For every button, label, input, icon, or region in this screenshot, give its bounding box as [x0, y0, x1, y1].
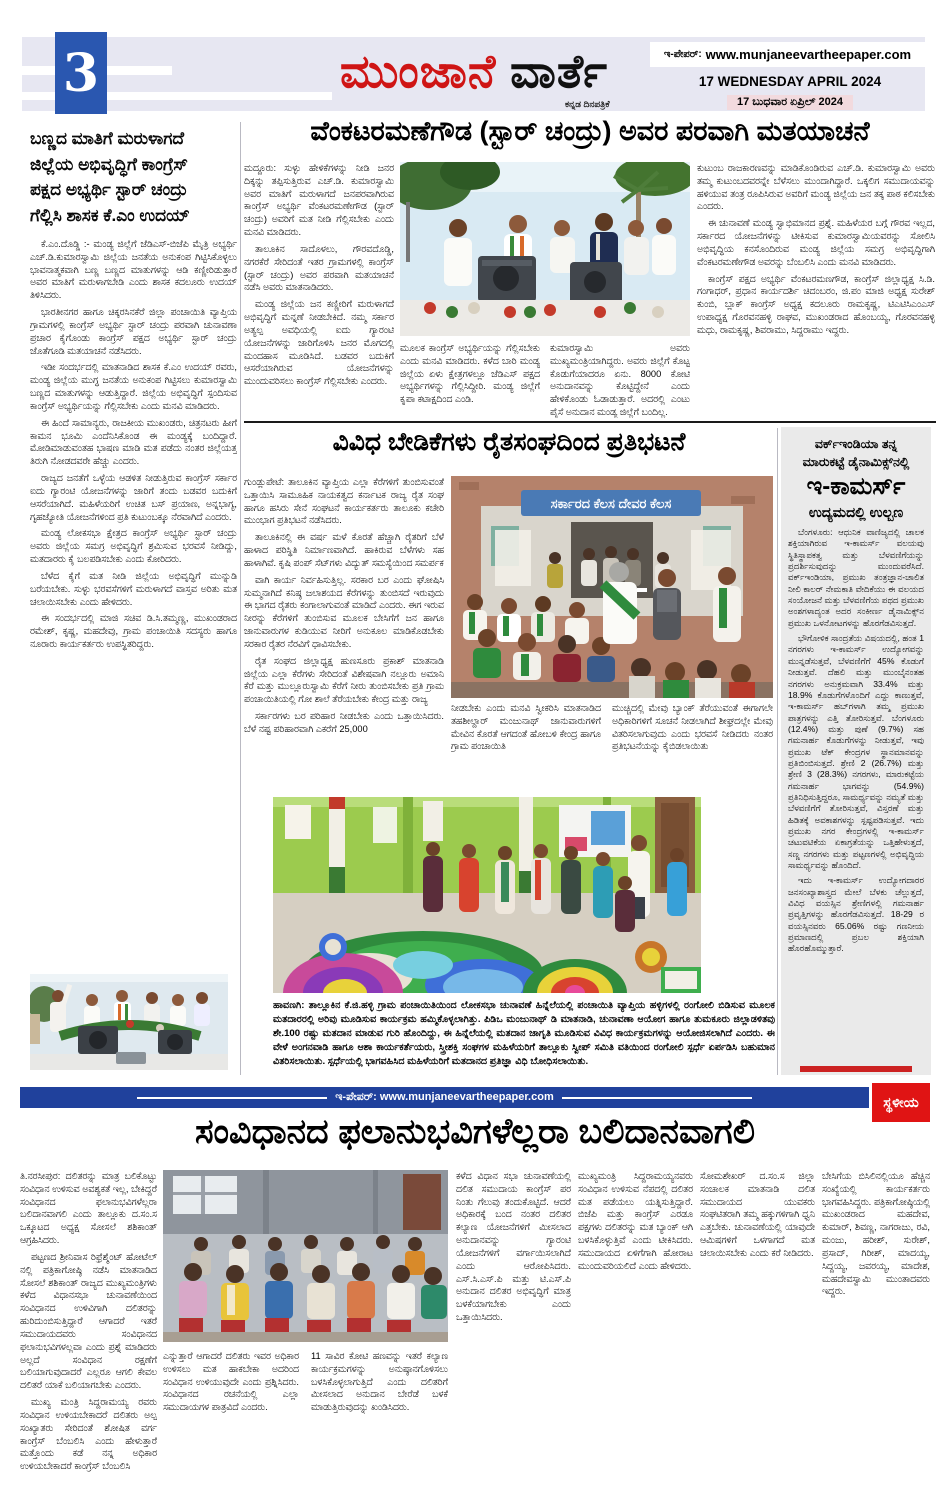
section-divider — [244, 421, 936, 423]
masthead-word-red: ಮುಂಜಾನೆ — [340, 45, 497, 97]
vertical-divider-right — [777, 428, 778, 1075]
masthead-title — [340, 45, 608, 97]
masthead-word-black: ವಾರ್ತೆ — [510, 45, 608, 97]
local-col4: ಕಳೆದ ವಿಧಾನ ಸಭಾ ಚುನಾವಣೆಯಲ್ಲಿ ದಲಿತ ಸಮುದಾಯ ಕಾಂಗ್ರೆಸ್ ಪರ ನಿಂತು ಗೆಲುವು ತಂದುಕೊಟ್ಟಿದೆ. ಆದರೆ ಅಧಿಕಾರಕ್ಕೆ ಬಂದ ನಂತರ ದಲಿತರ ಕಲ್ಯಾಣ ಯೋಜನೆಗಳಿಗೆ ಮೀಸಲಾದ ಅನುದಾನವನ್ನು ಗ್ಯಾರಂಟಿ ಯೋಜನೆಗಳಿಗೆ ವರ್ಗಾಯಿಸಲಾಗಿದೆ ಎಂದು ಆರೋಪಿಸಿದರು. ಎಸ್.ಸಿ.ಎಸ್.ಪಿ ಮತ್ತು ಟಿ.ಎಸ್.ಪಿ ಅನುದಾನ ದಲಿತರ ಅಭಿವೃದ್ಧಿಗೆ ಮಾತ್ರ ಬಳಕೆಯಾಗಬೇಕು ಎಂದು ಒತ್ತಾಯಿಸಿದರು. — [456, 1171, 571, 1323]
epaper-url-box — [650, 42, 925, 67]
local-website-link[interactable]: www.munjaneevartheepaper.com — [379, 1091, 554, 1103]
local-epaper-label: ಇ-ಪೇಪರ್: — [335, 1091, 377, 1103]
local-headline: ಸಂವಿಧಾನದ ಫಲಾನುಭವಿಗಳೆಲ್ಲರಾ ಬಲಿದಾನವಾಗಲಿ — [194, 1112, 756, 1151]
main-under-photo-right: ಕುಮಾರಸ್ವಾಮಿ ಅವರು ಮುಖ್ಯಮಂತ್ರಿಯಾಗಿದ್ದರು. ಅವರು ಜಿಲ್ಲೆಗೆ ಕೊಟ್ಟ ಕೊಡುಗೆಯಾದರೂ ಏನು. 8000 ಕೋಟಿ ಅನುದಾನವನ್ನು ಕೊಟ್ಟಿದ್ದೇನೆ ಎಂದು ಹೇಳಿಕೊಂಡು ಓಡಾಡುತ್ತಾರೆ. ಅದರಲ್ಲಿ ಎಂಟು ಪೈಸೆ ಅನುದಾನ ಮಂಡ್ಯ ಜಿಲ್ಲೆಗೆ ಬಂದಿಲ್ಲ. — [550, 343, 690, 418]
rangoli-awareness-photo — [273, 797, 701, 993]
epaper-label: ಇ-ಪೇಪರ್: — [663, 49, 702, 60]
page-number-box — [55, 32, 107, 114]
ecom-headline-big: ಇ-ಕಾಮರ್ಸ್ — [806, 473, 906, 501]
protest-headline: ವಿವಿಧ ಬೇಡಿಕೆಗಳು ರೈತಸಂಘದಿಂದ ಪ್ರತಿಭಟನೆ — [332, 428, 686, 456]
main-article-col-left: ಮದ್ದೂರು: ಸುಳ್ಳು ಹೇಳಿಕೆಗಳನ್ನು ನೀಡಿ ಜನರ ದಿಕ್ಕನ್ನು ತಪ್ಪಿಸುತ್ತಿರುವ ಎಚ್.ಡಿ. ಕುಮಾರಸ್ವಾಮಿ ಅವರ ಮಾತಿಗೆ ಮರುಳಾಗದೆ ಜನಪರವಾಗಿರುವ ಕಾಂಗ್ರೆಸ್ ಅಭ್ಯರ್ಥಿ ವೆಂಕಟರಮಣೇಗೌಡ (ಸ್ಟಾರ್ ಚಂದ್ರು) ಅವರಿಗೆ ಮತ ನೀಡಿ ಗೆಲ್ಲಿಸಬೇಕು ಎಂದು ಮನವಿ ಮಾಡಿದರು. ತಾಲೂಕಿನ ಸಾದೊಳಲು, ಗೌರವದೊಡ್ಡಿ, ನಗರಕೆರೆ ಸೇರಿದಂತೆ ಇತರ ಗ್ರಾಮಗಳಲ್ಲಿ ಕಾಂಗ್ರೆಸ್ (ಸ್ಟಾರ್ ಚಂದ್ರು) ಅವರ ಪರವಾಗಿ ಮತಯಾಚನೆ ನಡೆಸಿ ಅವರು ಮಾತನಾಡಿದರು. ಮಂಡ್ಯ ಜಿಲ್ಲೆಯ ಜನ ಕಣ್ಣೀರಿಗೆ ಮರುಳಾಗದೆ ಅಭಿವೃದ್ಧಿಗೆ ಮನ್ನಣೆ ನೀಡಬೇಕಿದೆ. ನಮ್ಮ ಸರ್ಕಾರ ಅತ್ಯಲ್ಪ ಅವಧಿಯಲ್ಲಿ ಐದು ಗ್ಯಾರಂಟಿ ಯೋಜನೆಗಳನ್ನು ಜಾರಿಗೊಳಿಸಿ ಜನರ ಮೊಗದಲ್ಲಿ ಮಂದಹಾಸ ಮೂಡಿಸಿದೆ. ಬಡವರ ಬದುಕಿಗೆ ಆಸರೆಯಾಗಿರುವ ಯೋಜನೆಗಳನ್ನು ಮುಂದುವರಿಸಲು ಕಾಂಗ್ರೆಸ್ ಗೆಲ್ಲಿಸಬೇಕು ಎಂದರು. — [244, 163, 394, 387]
local-col7: ಬೇಸಿಗೆಯ ಬಿಸಿಲಿನಲ್ಲಿಯೂ ಹೆಚ್ಚಿನ ಸಂಖ್ಯೆಯಲ್ಲಿ ಕಾರ್ಯಕರ್ತರು ಭಾಗವಹಿಸಿದ್ದರು. ಪತ್ರಿಕಾಗೋಷ್ಠಿಯಲ್ಲಿ ಮುಖಂಡರಾದ ಮಹದೇವ, ಕುಮಾರ್, ಶಿವಣ್ಣ, ನಾಗರಾಜು, ರವಿ, ಮಂಜು, ಹರೀಶ್, ಸುರೇಶ್, ಪ್ರಸಾದ್, ಗಿರೀಶ್, ಮಾದಯ್ಯ, ಸಿದ್ದಯ್ಯ, ಜವರಯ್ಯ, ಮಾದೇಶ, ಮಹದೇವಸ್ವಾಮಿ ಮುಂತಾದವರು ಇದ್ದರು. — [822, 1171, 930, 1297]
ecom-headline-line1: ವರ್ಕ್‌ಇಂಡಿಯಾ ತನ್ನ — [814, 437, 898, 451]
main-article-col-right: ಕುಟುಂಬ ರಾಜಕಾರಣವನ್ನು ಮಾಡಿಕೊಂಡಿರುವ ಎಚ್.ಡಿ. ಕುಮಾರಸ್ವಾಮಿ ಅವರು ತಮ್ಮ ಕುಟುಂಬದವರನ್ನೇ ಬೆಳೆಸಲು ಮುಂದಾಗಿದ್ದಾರೆ. ಒಕ್ಕಲಿಗ ಸಮುದಾಯವನ್ನು ಹಳಿಯುವ ತಂತ್ರ ರೂಪಿಸಿರುವ ಅವರಿಗೆ ಮಂಡ್ಯ ಜಿಲ್ಲೆಯ ಜನ ತಕ್ಕ ಪಾಠ ಕಲಿಸಬೇಕು ಎಂದರು. ಈ ಚುನಾವಣೆ ಮಂಡ್ಯ ಸ್ವಾಭಿಮಾನದ ಪ್ರಶ್ನೆ. ಮಹಿಳೆಯರ ಬಗ್ಗೆ ಗೌರವ ಇಲ್ಲದ, ಸರ್ಕಾರದ ಯೋಜನೆಗಳನ್ನು ಟೀಕಿಸುವ ಕುಮಾರಸ್ವಾಮಿಯವರನ್ನು ಸೋಲಿಸಿ ಅಭಿವೃದ್ಧಿಯ ಕನಸೊಂದಿರುವ ಮಂಡ್ಯ ಜಿಲ್ಲೆಯ ಸಮಗ್ರ ಅಭಿವೃದ್ಧಿಗಾಗಿ ವೆಂಕಟರಮಣೇಗೌಡ ಅವರನ್ನು ಬೆಂಬಲಿಸಿ ಎಂದು ಮನವಿ ಮಾಡಿದರು. ಕಾಂಗ್ರೆಸ್ ಪಕ್ಷದ ಅಭ್ಯರ್ಥಿ ವೆಂಕಟರಮಣಗೌಡ, ಕಾಂಗ್ರೆಸ್ ಜಿಲ್ಲಾಧ್ಯಕ್ಷ ಸಿ.ಡಿ. ಗಂಗಾಧರ್, ಪ್ರಧಾನ ಕಾರ್ಯದರ್ಶಿ ಚಿದಂಬರಂ, ಜಿ.ಪಂ ಮಾಜಿ ಅಧ್ಯಕ್ಷ ಸುರೇಶ್ ಕುಂಬಿ, ಬ್ಲಾಕ್ ಕಾಂಗ್ರೆಸ್ ಅಧ್ಯಕ್ಷ ಕದಲೂರು ರಾಮಕೃಷ್ಣ, ಟಿಎಟಿಸಿಎಂಎಸ್ ಉಪಾಧ್ಯಕ್ಷ ಗೊರವನಹಳ್ಳಿ ರಾಘವ, ಮುಖಂಡರಾದ ಹೊಂಬಯ್ಯ, ಗೊರವನಹಳ್ಳಿ ಮಧು, ರಾಮಕೃಷ್ಣ, ಶಿವರಾಮು, ಸಿದ್ದರಾಮು ಇದ್ದರು. — [697, 163, 935, 335]
left-headline-line2: ಜಿಲ್ಲೆಯ ಅಭಿವೃದ್ಧಿಗೆ ಕಾಂಗ್ರೆಸ್ — [30, 154, 188, 174]
vertical-divider-left — [240, 122, 241, 1075]
left-headline-line4: ಗೆಲ್ಲಿಸಿ ಶಾಸಕ ಕೆ.ಎಂ ಉದಯ್ — [30, 205, 190, 225]
ecom-bottom-red-bar — [800, 1066, 912, 1072]
protest-under-photo-left: ನೀಡಬೇಕು ಎಂದು ಮನವಿ ಸ್ವೀಕರಿಸಿ ಮಾತನಾಡಿದ ತಹಶೀಲ್ದಾರ್ ಮಂಜುನಾಥ್ ಜಾನುವಾರುಗಳಿಗೆ ಮೇವಿನ ಕೊರತೆ ಆಗದಂತೆ ಹೋಬಳಿ ಕೇಂದ್ರ ಹಾಗೂ ಗ್ರಾಮ ಪಂಚಾಯಿತಿ — [451, 703, 601, 752]
local-under-photo-right: 11 ಸಾವಿರ ಕೋಟಿ ಹಣವನ್ನು ಇತರೆ ಕಲ್ಯಾಣ ಕಾರ್ಯಕ್ರಮಗಳನ್ನು ಅನುಷ್ಠಾನಗೊಳಿಸಲು ಬಳಸಿಕೊಳ್ಳಲಾಗುತ್ತಿದೆ ಎಂದು ದಲಿತರಿಗೆ ಮೀಸಲಾದ ಅನುದಾನ ಬೇರೆಡೆ ಬಳಕೆ ಮಾಡುತ್ತಿರುವುದನ್ನು ಖಂಡಿಸಿದರು. — [311, 1351, 448, 1413]
rangoli-photo-caption: ಹಾವಣಗಿ: ತಾಲ್ಲೂಕಿನ ಕೆ.ಜಿ.ಹಳ್ಳಿ ಗ್ರಾಮ ಪಂಚಾಯಿತಿಯಿಂದ ಲೋಕಸಭಾ ಚುನಾವಣೆ ಹಿನ್ನೆಲೆಯಲ್ಲಿ ಪಂಚಾಯಿತಿ ವ್ಯಾಪ್ತಿಯ ಹಳ್ಳಿಗಳಲ್ಲಿ ರಂಗೋಲಿ ಬಿಡಿಸುವ ಮೂಲಕ ಮತದಾರರಲ್ಲಿ ಅರಿವು ಮೂಡಿಸುವ ಕಾರ್ಯಕ್ರಮ ಹಮ್ಮಿಕೊಳ್ಳಲಾಗಿತ್ತು. ಪಿಡಿಒ ಮಂಜುನಾಥ್ ಡಿ ಮಾತನಾಡಿ, ಚುನಾವಣಾ ಆಯೋಗ ಹಾಗೂ ತುಮಕೂರು ಜಿಲ್ಲಾಡಳಿತವು ಶೇ.100 ರಷ್ಟು ಮತದಾನ ಮಾಡುವ ಗುರಿ ಹೊಂದಿದ್ದು, ಈ ಹಿನ್ನೆಲೆಯಲ್ಲಿ ಮತದಾನ ಜಾಗೃತಿ ಮೂಡಿಸುವ ವಿವಿಧ ಕಾರ್ಯಕ್ರಮಗಳನ್ನು ಆಯೋಜಿಸಲಾಗಿದೆ ಎಂದರು. ಈ ವೇಳೆ ಅಂಗನವಾಡಿ ಹಾಗೂ ಆಶಾ ಕಾರ್ಯಕರ್ತೆಯರು, ಸ್ತ್ರೀಶಕ್ತಿ ಸಂಘಗಳ ಮಹಿಳೆಯರಿಗೆ ತಾಲ್ಲೂಕು ಸ್ವೀಪ್ ಸಮಿತಿ ವತಿಯಿಂದ ರಂಗೋಲಿ ಸ್ಪರ್ಧೆ ಏರ್ಪಡಿಸಿ ಬಹುಮಾನ ವಿತರಿಸಲಾಯಿತು. ಸ್ಪರ್ಧೆಯಲ್ಲಿ ಭಾಗವಹಿಸಿದ ಮಹಿಳೆಯರಿಗೆ ಮತದಾನದ ಪ್ರತಿಜ್ಞಾ ವಿಧಿ ಬೋಧಿಸಲಾಯಿತು. — [273, 1000, 775, 1067]
local-col1: ತಿ.ನರಸೀಪುರ: ದಲಿತರನ್ನು ಮಾತ್ರ ಬಲಿಕೊಟ್ಟು ಸಂವಿಧಾನ ಉಳಿಸುವ ಅವಶ್ಯಕತೆ ಇಲ್ಲ, ಬೇಕಿದ್ದರೆ ಸಂವಿಧಾನದ ಫಲಾನುಭವಿಗಳೆಲ್ಲರಾ ಬಲಿದಾನವಾಗಲಿ ಎಂದು ತಾಲ್ಲೂಕು ದ.ಸಂ.ಸ ಒಕ್ಕೂಟದ ಅಧ್ಯಕ್ಷ ಸೋಸಲೆ ಶಶಿಕಾಂತ್ ಆಗ್ರಹಿಸಿದರು. ಪಟ್ಟಣದ ಶ್ರೀನಿವಾಸ ರಿಫ್ರೆಶ್ಮೆಂಟ್ ಹೋಟೆಲ್ ನಲ್ಲಿ ಪತ್ರಿಕಾಗೋಷ್ಠಿ ನಡೆಸಿ ಮಾತನಾಡಿದ ಸೋಸಲೆ ಶಶಿಕಾಂತ್ ರಾಜ್ಯದ ಮುಖ್ಯಮಂತ್ರಿಗಳು ಕಳೆದ ವಿಧಾನಸಭಾ ಚುನಾವಣೆಯಿಂದ ಸಂವಿಧಾನದ ಉಳಿವಿಗಾಗಿ ದಲಿತರನ್ನು ಹುರಿದುಂಬಿಸುತ್ತಿದ್ದಾರೆ ಆಗಾದರೆ ಇತರೆ ಸಮುದಾಯದವರು ಸಂವಿಧಾನದ ಫಲಾನುಭವಿಗಳಲ್ಲವಾ ಎಂದು ಪ್ರಶ್ನೆ ಮಾಡಿದರು ಅಲ್ಲದೆ ಸಂವಿಧಾನ ರಕ್ಷಣೆಗೆ ಬಲಿಯಾಗುವುದಾದರೆ ಎಲ್ಲರೂ ಆಗಲಿ ಕೇವಲ ದಲಿತರೆ ಯಾಕೆ ಬಲಿಯಾಗಬೇಕು ಎಂದರು. ಮುಖ್ಯ ಮಂತ್ರಿ ಸಿದ್ದರಾಮಯ್ಯ ರವರು ಸಂವಿಧಾನ ಉಳಿಯಬೇಕಾದರೆ ದಲಿತರು ಅಲ್ಪ ಸಂಖ್ಯಾತರು ಸೇರಿದಂತೆ ಶೋಷಿತ ವರ್ಗ ಕಾಂಗ್ರೆಸ್ ಬೆಂಬಲಿಸಿ ಎಂದು ಹೇಳುತ್ತಾರೆ ಮತ್ತೊಂದು ಕಡೆ ನನ್ನ ಅಧಿಕಾರ ಉಳಿಯಬೇಕಾದರೆ ಕಾಂಗ್ರೆಸ್ ಬೆಂಬಲಿಸಿ — [20, 1171, 157, 1472]
bar-line-left — [137, 1097, 327, 1099]
local-col6: ಸೋಮಶೇಖರ್ ದ.ಸಂ.ಸ ಜಿಲ್ಲಾ ಸಂಚಾಲಕ ಮಾತನಾಡಿ ದಲಿತ ಸಮುದಾಯದ ಯುವಕರು ಸಂಘಟಿತರಾಗಿ ತಮ್ಮ ಹಕ್ಕುಗಳಿಗಾಗಿ ಧ್ವನಿ ಎತ್ತಬೇಕು. ಚುನಾವಣೆಯಲ್ಲಿ ಯಾವುದೇ ಆಮಿಷಗಳಿಗೆ ಒಳಗಾಗದೆ ಮತ ಚಲಾಯಿಸಬೇಕು ಎಂದು ಕರೆ ನೀಡಿದರು. — [700, 1171, 815, 1258]
local-bar-text — [335, 1091, 553, 1104]
campaign-vehicle-photo — [400, 162, 690, 336]
press-meet-photo — [163, 1170, 448, 1342]
ecom-headline-line2: ಮಾರುಕಟ್ಟೆ ಡೈನಾಮಿಕ್ಸ್‌ನಲ್ಲಿ — [802, 455, 910, 470]
left-article-body: ಕೆ.ಎಂ.ದೊಡ್ಡಿ :- ಮಂಡ್ಯ ಜಿಲ್ಲೆಗೆ ಜೆಡಿಎಸ್-ಬಿಜೆಪಿ ಮೈತ್ರಿ ಅಭ್ಯರ್ಥಿ ಎಚ್.ಡಿ.ಕುಮಾರಸ್ವಾಮಿ ಜಿಲ್ಲೆಯ ಜನತೆಯ ಅನುಕಂಪ ಗಿಟ್ಟಿಸಿಕೊಳ್ಳಲು ಭಾವನಾತ್ಮಕವಾಗಿ ಬಣ್ಣ ಬಣ್ಣದ ಮಾತುಗಳನ್ನು ಆಡಿ ಕಣ್ಣೀರಿಡುತ್ತಾರೆ ಅವರ ಮಾತಿಗೆ ಮರುಳಾಗಬೇಡಿ ಎಂದು ಶಾಸಕ ಕದಲೂರು ಉದಯ್ ತಿಳಿಸಿದರು. ಭಾರತೀನಗರ ಹಾಗೂ ಚಿಕ್ಕರಸಿನಕೆರೆ ಜಿಲ್ಲಾ ಪಂಚಾಯಿತಿ ವ್ಯಾಪ್ತಿಯ ಗ್ರಾಮಗಳಲ್ಲಿ ಕಾಂಗ್ರೆಸ್ ಅಭ್ಯರ್ಥಿ ಸ್ಟಾರ್ ಚಂದ್ರು ಪರವಾಗಿ ಚುನಾವಣಾ ಪ್ರಚಾರ ಕೈಗೊಂಡು ಕಾಂಗ್ರೆಸ್ ಪಕ್ಷದ ಅಭ್ಯರ್ಥಿ ಸ್ಟಾರ್ ಚಂದ್ರು ಜೊತೆಗೂಡಿ ಮತಯಾಚನೆ ನಡೆಸಿದರು. ಇಡೀ ಸಂದರ್ಭದಲ್ಲಿ ಮಾತನಾಡಿದ ಶಾಸಕ ಕೆ.ಎಂ ಉದಯ್ ರವರು, ಮಂಡ್ಯ ಜಿಲ್ಲೆಯ ಮುಗ್ಧ ಜನತೆಯ ಅನುಕಂಪ ಗಿಟ್ಟಿಸಲು ಕುಮಾರಸ್ವಾಮಿ ಬಣ್ಣದ ಮಾತುಗಳನ್ನು ಆಡುತ್ತಿದ್ದಾರೆ. ಜಿಲ್ಲೆಯ ಅಭಿವೃದ್ಧಿಗೆ ಸ್ಪಂದಿಸುವ ಕಾಂಗ್ರೆಸ್ ಅಭ್ಯರ್ಥಿಯನ್ನು ಗೆಲ್ಲಿಸಬೇಕು ಎಂದು ಮನವಿ ಮಾಡಿದರು. ಈ ಹಿಂದೆ ಸಾಮಾನ್ಯರು, ರಾಜಕೀಯ ಮುಖಂಡರು, ಚಿತ್ರನಟರು ಹೀಗೆ ಕಾಮನ ಭೂಮಿ ಎಂದೆನಿಸಿಕೊಂಡ ಈ ಮಂಡ್ಯಕ್ಕೆ ಬಂದಿದ್ದಾರೆ. ಮೋಡಿಮಾಡುವಂತಹ ಭಾಷಣ ಮಾಡಿ ಮತ ಪಡೆದು ನಂತರ ಜಿಲ್ಲೆಯತ್ತ ತಿರುಗಿ ನೋಡದವರೇ ಹೆಚ್ಚು ಎಂದರು. ರಾಜ್ಯದ ಜನತೆಗೆ ಒಳ್ಳೆಯ ಆಡಳಿತ ನೀಡುತ್ತಿರುವ ಕಾಂಗ್ರೆಸ್ ಸರ್ಕಾರ ಐದು ಗ್ಯಾರಂಟಿ ಯೋಜನೆಗಳನ್ನು ಜಾರಿಗೆ ತಂದು ಬಡವರ ಬದುಕಿಗೆ ಆಸರೆಯಾಗಿದೆ. ಮಹಿಳೆಯರಿಗೆ ಉಚಿತ ಬಸ್ ಪ್ರಯಾಣ, ಅನ್ನಭಾಗ್ಯ, ಗೃಹಜ್ಯೋತಿ ಯೋಜನೆಗಳಿಂದ ಪ್ರತಿ ಕುಟುಂಬಕ್ಕೂ ನೆರವಾಗಿದೆ ಎಂದರು. ಮಂಡ್ಯ ಲೋಕಸಭಾ ಕ್ಷೇತ್ರದ ಕಾಂಗ್ರೆಸ್ ಅಭ್ಯರ್ಥಿ ಸ್ಟಾರ್ ಚಂದ್ರು ಅವರು ಜಿಲ್ಲೆಯ ಸಮಗ್ರ ಅಭಿವೃದ್ಧಿಗೆ ಶ್ರಮಿಸುವ ಭರವಸೆ ನೀಡಿದ್ದು, ಮತದಾರರು ಕೈ ಬಲಪಡಿಸಬೇಕು ಎಂದು ಕೋರಿದರು. ಬೆಳೆದ ಕೈಗೆ ಮತ ನೀಡಿ ಜಿಲ್ಲೆಯ ಅಭಿವೃದ್ಧಿಗೆ ಮುನ್ನುಡಿ ಬರೆಯಬೇಕು. ಸುಳ್ಳು ಭರವಸೆಗಳಿಗೆ ಮರುಳಾಗದೆ ವಾಸ್ತವ ಅರಿತು ಮತ ಚಲಾಯಿಸಬೇಕು ಎಂದು ಹೇಳಿದರು. ಈ ಸಂದರ್ಭದಲ್ಲಿ ಮಾಜಿ ಸಚಿವ ಡಿ.ಸಿ.ತಮ್ಮಣ್ಣ, ಮುಖಂಡರಾದ ರಮೇಶ್, ಕೃಷ್ಣ, ಮಹದೇವು, ಗ್ರಾಮ ಪಂಚಾಯಿತಿ ಸದಸ್ಯರು ಹಾಗೂ ನೂರಾರು ಕಾರ್ಯಕರ್ತರು ಉಪಸ್ಥಿತರಿದ್ದರು. — [30, 239, 237, 650]
left-article-headline — [30, 126, 240, 228]
left-headline-line3: ಪಕ್ಷದ ಅಭ್ಯರ್ಥಿ ಸ್ಟಾರ್ ಚಂದ್ರು — [30, 180, 188, 199]
date-kannada-wrap — [660, 92, 920, 110]
ecom-body: ಬೆಂಗಳೂರು: ಆಧುನಿಕ ವಾಣಿಜ್ಯದಲ್ಲಿ ಚಾಲಕ ಶಕ್ತಿಯಾಗಿರುವ ಇ-ಕಾಮರ್ಸ್ ವಲಯವು ಸ್ಥಿತಿಸ್ಥಾಪಕತ್ವ ಮತ್ತು ಬೆಳವಣಿಗೆಯನ್ನು ಪ್ರದರ್ಶಿಸುವುದನ್ನು ಮುಂದುವರೆಸಿದೆ. ವರ್ಕ್‌ಇಂಡಿಯಾ, ಪ್ರಮುಖ ತಂತ್ರಜ್ಞಾನ-ಚಾಲಿತ ನೀಲಿ ಕಾಲರ್ ನೇಮಕಾತಿ ವೇದಿಕೆಯು ಈ ವಲಯದ ಸಂಯೋಜನೆ ಮತ್ತು ಬೆಳವಣಿಗೆಯ ಪಥದ ಪ್ರಮುಖ ಅಂಶಗಳಾದ್ಯಂತ ಅದರ ಸಂಕೀರ್ಣ ಡೈನಾಮಿಕ್ಸ್‌ನ ಪ್ರಮುಖ ಒಳನೋಟಗಳನ್ನು ಹೊರಗೆಡವಿಸುತ್ತದೆ. ಭೌಗೋಳಿಕ ಸಾಂದ್ರತೆಯ ವಿಷಯದಲ್ಲಿ, ಹಂತ 1 ನಗರಗಳು ಇ-ಕಾಮರ್ಸ್ ಉದ್ಯೋಗವನ್ನು ಮುನ್ನಡೆಸುತ್ತವೆ, ಬೆಳವಣಿಗೆಗೆ 45% ಕೊಡುಗೆ ನೀಡುತ್ತವೆ. ದೆಹಲಿ ಮತ್ತು ಮುಂಬೈನಂತಹ ನಗರಗಳು ಅನುಕ್ರಮವಾಗಿ 33.4% ಮತ್ತು 18.9% ಕೊಡುಗೆಗಳೊಂದಿಗೆ ಎದ್ದು ಕಾಣುತ್ತವೆ, ಇ-ಕಾಮರ್ಸ್ ಹಬ್‌ಗಳಾಗಿ ತಮ್ಮ ಪ್ರಮುಖ ಪಾತ್ರಗಳನ್ನು ಎತ್ತಿ ತೋರಿಸುತ್ತವೆ. ಬೆಂಗಳೂರು (12.4%) ಮತ್ತು ಪುಣೆ (9.7%) ಸಹ ಗಮನಾರ್ಹ ಕೊಡುಗೆಗಳನ್ನು ನೀಡುತ್ತವೆ, ಇವು ಪ್ರಮುಖ ಟೆಕ್ ಕೇಂದ್ರಗಳ ಸ್ಥಾನಮಾನವನ್ನು ಪ್ರತಿಬಿಂಬಿಸುತ್ತದೆ. ಶ್ರೇಣಿ 2 (26.7%) ಮತ್ತು ಶ್ರೇಣಿ 3 (28.3%) ನಗರಗಳು, ಮಾರುಕಟ್ಟೆಯ ಗಮನಾರ್ಹ ಭಾಗವನ್ನು (54.9%) ಪ್ರತಿನಿಧಿಸುತ್ತಿದ್ದರೂ, ಸಾಮರ್ಥ್ಯವನ್ನು ನಮ್ಯತೆ ಮತ್ತು ಬೆಳವಣಿಗೆಗೆ ತೋರಿಸುತ್ತವೆ, ವಿಸ್ತರಣೆ ಮತ್ತು ಹಿಡಿತಕ್ಕೆ ಅವಕಾಶಗಳನ್ನು ಸ್ಪಷ್ಟಪಡಿಸುತ್ತವೆ. ಇದು ಪ್ರಮುಖ ನಗರ ಕೇಂದ್ರಗಳಲ್ಲಿ ಇ-ಕಾಮರ್ಸ್ ಚಟುವಟಿಕೆಯ ಏಕಾಗ್ರತೆಯನ್ನು ಒತ್ತಿಹೇಳುತ್ತದೆ, ಸಣ್ಣ ನಗರಗಳು ಮತ್ತು ಪಟ್ಟಣಗಳಲ್ಲಿ ಅಭಿವೃದ್ಧಿಯ ಸಾಮರ್ಥ್ಯವನ್ನು ಹೊಂದಿದೆ. ಇದು ಇ-ಕಾಮರ್ಸ್ ಉದ್ಯೋಗದಾರರ ಜನಸಂಖ್ಯಾಶಾಸ್ತ್ರದ ಮೇಲೆ ಬೆಳಕು ಚೆಲ್ಲುತ್ತದೆ, ವಿವಿಧ ವಯಸ್ಸಿನ ಶ್ರೇಣಿಗಳಲ್ಲಿ ಗಮನಾರ್ಹ ಪ್ರವೃತ್ತಿಗಳನ್ನು ಹೊರಗೆಡವಿಸುತ್ತದೆ. 18-29 ರ ವಯಸ್ಸಿನವರು 65.06% ರಷ್ಟು ಗಣನೀಯ ಪ್ರಮಾಣದಲ್ಲಿ ಪ್ರಬಲ ಶಕ್ತಿಯಾಗಿ ಹೊರಹೊಮ್ಮುತ್ತಾರೆ. — [788, 527, 924, 954]
farmers-protest-photo — [451, 476, 773, 698]
local-section-tag: ಸ್ಥಳೀಯ — [872, 1083, 930, 1122]
main-under-photo-left: ಮೂಲಕ ಕಾಂಗ್ರೆಸ್ ಅಭ್ಯರ್ಥಿಯನ್ನು ಗೆಲ್ಲಿಸಬೇಕು ಎಂದು ಮನವಿ ಮಾಡಿದರು. ಕಳೆದ ಬಾರಿ ಮಂಡ್ಯ ಜಿಲ್ಲೆಯ ಏಳು ಕ್ಷೇತ್ರಗಳಲ್ಲೂ ಜೆಡಿಎಸ್ ಪಕ್ಷದ ಅಭ್ಯರ್ಥಿಗಳನ್ನು ಗೆಲ್ಲಿಸಿದ್ದೀರಿ. ಮಂಡ್ಯ ಜಿಲ್ಲೆಗೆ ಕೃಪಾ ಕಟಾಕ್ಷದಿಂದ ಎಂಡಿ. — [400, 343, 540, 405]
left-headline-line1: ಬಣ್ಣದ ಮಾತಿಗೆ ಮರುಳಾಗದೆ — [30, 129, 185, 148]
ecom-headline-sub: ಉದ್ಯಮದಲ್ಲಿ ಉಲ್ಬಣ — [808, 504, 904, 521]
ecommerce-article-box — [781, 427, 931, 1075]
date-english: 17 WEDNESDAY APRIL 2024 — [698, 74, 882, 89]
protest-under-photo-right: ಮುಚ್ಚಿದಲ್ಲಿ ಮೇವು ಬ್ಯಾಂಕ್ ತೆರೆಯುವಂತೆ ಈಗಾಗಲೇ ಅಧಿಕಾರಿಗಳಿಗೆ ಸೂಚನೆ ನೀಡಲಾಗಿದೆ ಶೀಘ್ರದಲ್ಲೇ ಮೇವು ವಿತರಿಸಲಾಗುವುದು ಎಂದು ಭರವಸೆ ನೀಡಿದರು ನಂತರ ಪ್ರತಿಭಟನೆಯನ್ನು ಕೈಬಿಡಲಾಯಿತು — [612, 703, 773, 752]
bar-line-right — [562, 1097, 752, 1099]
masthead-tagline: ಕನ್ನಡ ದಿನಪತ್ರಿಕೆ — [565, 99, 610, 109]
local-col5: ಮುಖ್ಯಮಂತ್ರಿ ಸಿದ್ದರಾಮಯ್ಯನವರು ಸಂವಿಧಾನ ಉಳಿಸುವ ನೆಪದಲ್ಲಿ ದಲಿತರ ಮತ ಪಡೆಯಲು ಯತ್ನಿಸುತ್ತಿದ್ದಾರೆ. ಬಿಜೆಪಿ ಮತ್ತು ಕಾಂಗ್ರೆಸ್ ಎರಡೂ ಪಕ್ಷಗಳು ದಲಿತರನ್ನು ಮತ ಬ್ಯಾಂಕ್ ಆಗಿ ಬಳಸಿಕೊಳ್ಳುತ್ತಿವೆ ಎಂದು ಟೀಕಿಸಿದರು. ಸಮುದಾಯದ ಏಳಿಗೆಗಾಗಿ ಹೋರಾಟ ಮುಂದುವರಿಯಲಿದೆ ಎಂದು ಹೇಳಿದರು. — [578, 1171, 693, 1271]
local-under-photo-left: ಎನ್ನುತ್ತಾರೆ ಆಗಾದರೆ ದಲಿತರು ಇವರ ಅಧಿಕಾರ ಉಳಿಸಲು ಮತ ಹಾಕಬೇಕಾ ಅದರಿಂದ ಸಂವಿಧಾನ ಉಳಿಯುವುದೇ ಎಂದು ಪ್ರಶ್ನಿಸಿದರು. ಸಂವಿಧಾನದ ರಚನೆಯಲ್ಲಿ ಎಲ್ಲಾ ಸಮುದಾಯಗಳ ಪಾತ್ರವಿದೆ ಎಂದರು. — [163, 1351, 299, 1413]
epaper-website-link[interactable]: www.munjaneevartheepaper.com — [705, 47, 912, 62]
main-article-headline: ವೆಂಕಟರಮಣೆಗೌಡ (ಸ್ಟಾರ್ ಚಂದ್ರು) ಅವರ ಪರವಾಗಿ ಮತಯಾಚನೆ — [310, 116, 870, 146]
local-epaper-bar — [20, 1087, 869, 1108]
protest-col-left: ಗುಂಡ್ಲುಪೇಟೆ: ತಾಲೂಕಿನ ವ್ಯಾಪ್ತಿಯ ಎಲ್ಲಾ ಕೆರೆಗಳಿಗೆ ತುಂಬಿಸುವಂತೆ ಒತ್ತಾಯಿಸಿ ಸಾಮೂಹಿಕ ನಾಯಕತ್ವದ ಕರ್ನಾಟಕ ರಾಜ್ಯ ರೈತ ಸಂಘ ಹಾಗೂ ಹಸಿರು ಸೇನೆ ಸಂಘಟನೆ ಕಾರ್ಯಕರ್ತರು ತಾಲೂಕು ಕಚೇರಿ ಮುಂಭಾಗ ಪ್ರತಿಭಟನೆ ನಡೆಸಿದರು. ತಾಲೂಕಿನಲ್ಲಿ ಈ ವರ್ಷ ಮಳೆ ಕೊರತೆ ಹೆಚ್ಚಾಗಿ ರೈತರಿಗೆ ಬೆಳೆ ಹಾಳಾದ ಪರಿಸ್ಥಿತಿ ನಿರ್ಮಾಣವಾಗಿದೆ. ಹಾಕಿರುವ ಬೆಳೆಗಳು ಸಹ ಹಾಳಾಗಿವೆ. ಕೃಷಿ ಪಂಪ್ ಸೆಟ್‌ಗಳು ವಿದ್ಯುತ್ ಸಮಸ್ಯೆಯಿಂದ ಸಮರ್ಪಕ ವಾಗಿ ಕಾರ್ಯ ನಿರ್ವಹಿಸುತ್ತಿಲ್ಲ. ಸರಕಾರ ಬರ ಎಂದು ಘೋಷಿಸಿ ಸುಮ್ಮನಾಗಿದೆ ಕನಿಷ್ಠ ಜಲಾಶಯದ ಕೆರೆಗಳನ್ನು ತುಂಬಿಸದೆ ಇರುವುದು ಈ ಭಾಗದ ರೈತರು ಕಂಗಾಲಾಗುವಂತೆ ಮಾಡಿದೆ ಎಂದರು. ಈಗ ಇರುವ ನೀರನ್ನು ಕೆರೆಗಳಿಗೆ ತುಂಬಿಸುವ ಮೂಲಕ ಬೇಸಿಗೆಗೆ ಜನ ಹಾಗೂ ಜಾನುವಾರುಗಳ ಕುಡಿಯುವ ನೀರಿಗೆ ಅನುಕೂಲ ಮಾಡಿಕೊಡಬೇಕು ಸರಕಾರ ರೈತರ ನೆರವಿಗೆ ಧಾವಿಸಬೇಕು. ರೈತ ಸಂಘದ ಜಿಲ್ಲಾಧ್ಯಕ್ಷ ಹುಣಸೂರು ಪ್ರಕಾಶ್ ಮಾತನಾಡಿ ಜಿಲ್ಲೆಯ ಎಲ್ಲಾ ಕೆರೆಗಳು ಸೇರಿದಂತೆ ವಿಶೇಷವಾಗಿ ನಲ್ಲೂರು ಅಮಾನಿ ಕೆರೆ ಮತ್ತು ಮುಲ್ಲೂರುಸ್ವಾಮಿ ಕೆರೆಗೆ ನೀರು ತುಂಬಿಸಬೇಕು ಪ್ರತಿ ಗ್ರಾಮ ಪಂಚಾಯಿತಿಯಲ್ಲಿ ಗೋ ಶಾಲೆ ತೆರೆಯಬೇಕು ಕೇಂದ್ರ ಮತ್ತು ರಾಜ್ಯ ಸರ್ಕಾರಗಳು ಬರ ಪರಿಹಾರ ನೀಡಬೇಕು ಎಂದು ಒತ್ತಾಯಿಸಿದರು. ಬೆಳೆ ನಷ್ಟ ಪರಿಹಾರವಾಗಿ ಎಕರೆಗೆ 25,000 — [244, 477, 444, 734]
campaign-vehicle-small-photo — [30, 974, 228, 1070]
date-kannada: 17 ಬುಧವಾರ ಏಪ್ರಿಲ್ 2024 — [727, 95, 853, 110]
protest-building-sign: ಸರ್ಕಾರದ ಕೆಲಸ ದೇವರ ಕೆಲಸ — [550, 496, 672, 511]
page-number: 3 — [62, 42, 100, 104]
